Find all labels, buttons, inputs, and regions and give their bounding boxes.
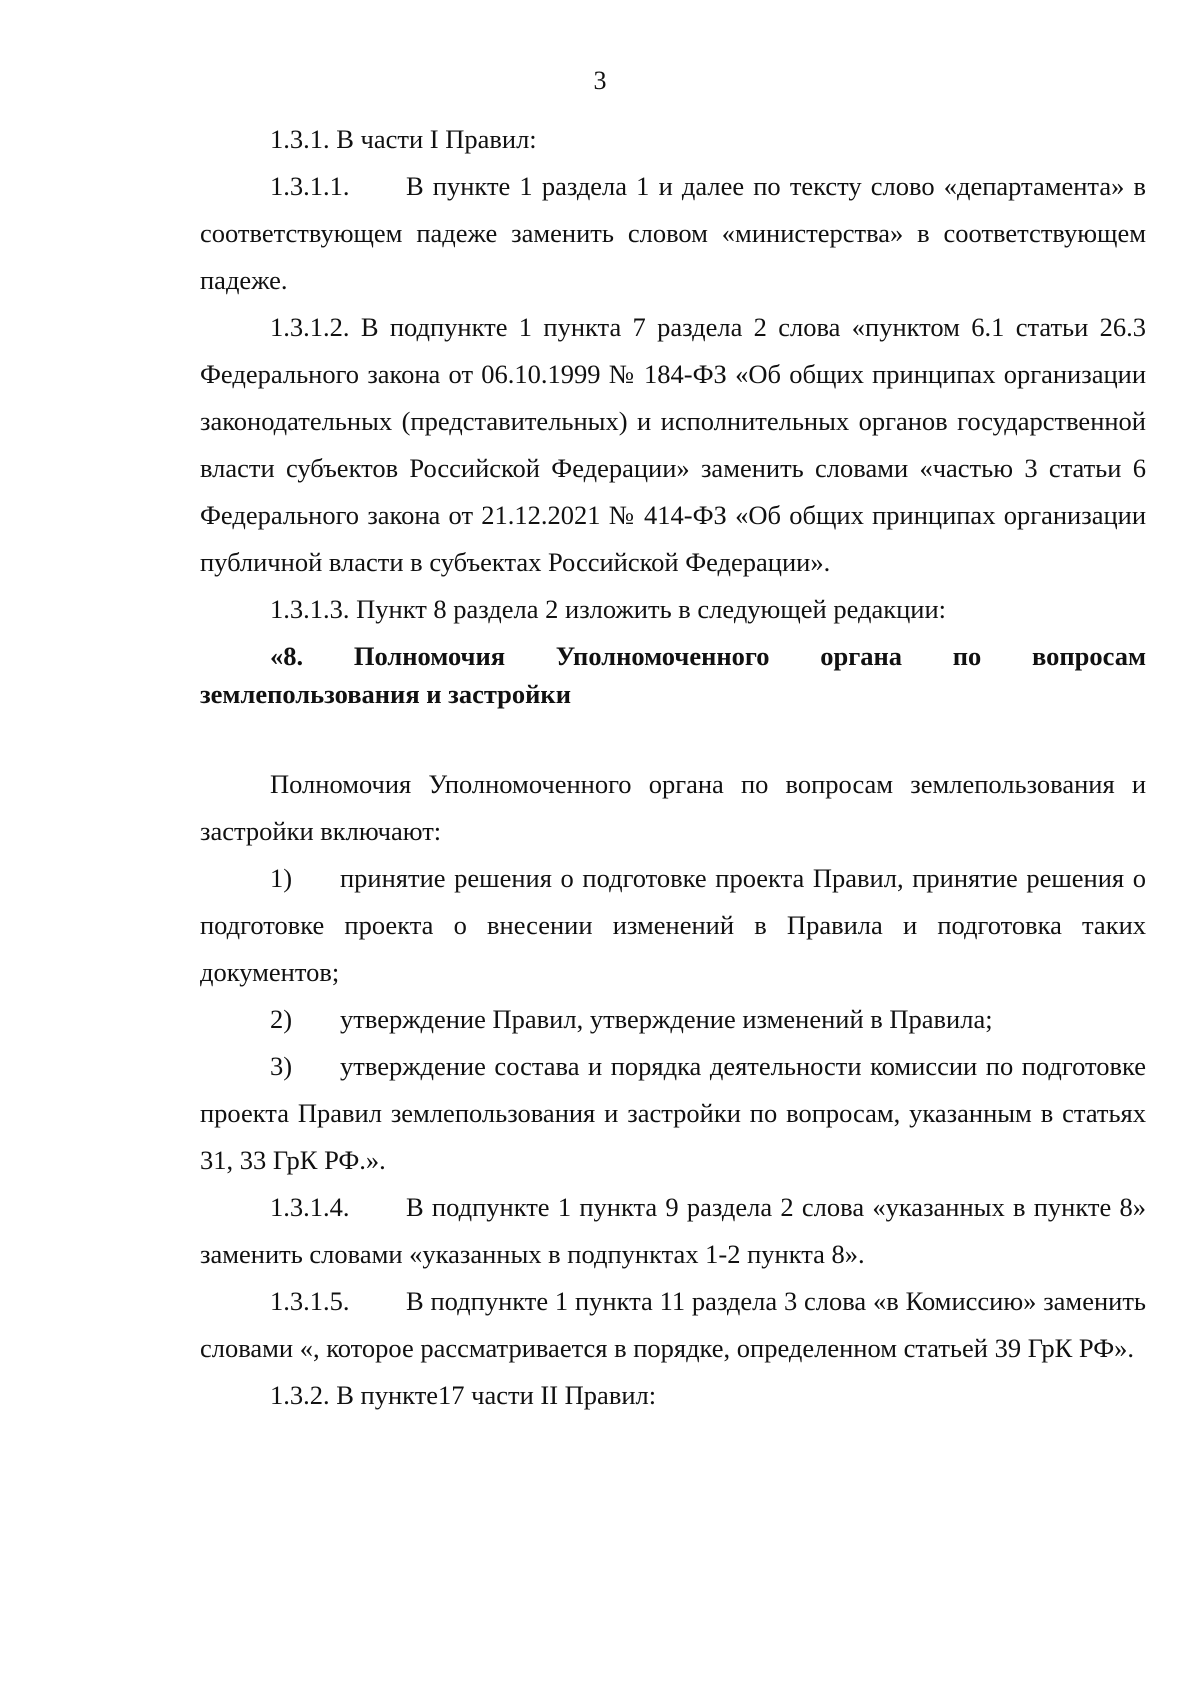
clause-text: В пункте 1 раздела 1 и далее по тексту слово «департамента» в соответствующем падеже заменить словом «министерства» в соответствующем падеже. bbox=[200, 171, 1146, 295]
paragraph-1-3-1-2: 1.3.1.2. В подпункте 1 пункта 7 раздела 2 слова «пунктом 6.1 статьи 26.3 Федерального закона от 06.10.1999 № 184-ФЗ «Об общих принципах организации законодательных (представительных) и исполнительных органов государственной власти субъектов Российской Федерации» заменить словами «частью 3 статьи 6 Федерального закона от 21.12.2021 № 414-ФЗ «Об общих принципах организации публичной власти в субъектах Российской Федерации». bbox=[200, 312, 1146, 577]
paragraph-1-3-1-4 bbox=[200, 1184, 1146, 1278]
paragraph-1-3-1-3: 1.3.1.3. Пункт 8 раздела 2 изложить в следующей редакции: bbox=[270, 594, 947, 624]
paragraph-1-3-1-5 bbox=[200, 1278, 1146, 1372]
paragraph-1-3-2: 1.3.2. В пункте17 части II Правил: bbox=[270, 1380, 657, 1410]
document-body bbox=[200, 116, 1146, 1419]
list-number: 1) bbox=[270, 863, 293, 893]
list-number: 2) bbox=[270, 1004, 293, 1034]
clause-number: 1.3.1.5. bbox=[270, 1286, 350, 1316]
paragraph-1-3-1: 1.3.1. В части I Правил: bbox=[270, 124, 537, 154]
list-text: утверждение Правил, утверждение изменений в Правила; bbox=[340, 1004, 993, 1034]
paragraph-1-3-1-1 bbox=[200, 163, 1146, 304]
section-heading: «8. Полномочия Уполномоченного органа по вопросам землепользования и застройки bbox=[200, 641, 1146, 709]
clause-number: 1.3.1.4. bbox=[270, 1192, 350, 1222]
list-item-3 bbox=[200, 1043, 1146, 1184]
list-item-2 bbox=[200, 996, 1146, 1043]
list-item-1 bbox=[200, 855, 1146, 996]
spacer bbox=[200, 713, 1146, 761]
page-number: 3 bbox=[593, 66, 607, 95]
list-text: принятие решения о подготовке проекта Правил, принятие решения о подготовке проекта о внесении изменений в Правила и подготовка таких документов; bbox=[200, 863, 1146, 987]
clause-number: 1.3.1.1. bbox=[270, 171, 350, 201]
clause-text: В подпункте 1 пункта 9 раздела 2 слова «указанных в пункте 8» заменить словами «указанных в подпунктах 1-2 пункта 8». bbox=[200, 1192, 1146, 1269]
list-number: 3) bbox=[270, 1051, 293, 1081]
list-text: утверждение состава и порядка деятельности комиссии по подготовке проекта Правил землепользования и застройки по вопросам, указанным в статьях 31, 33 ГрК РФ.». bbox=[200, 1051, 1146, 1175]
clause-text: В подпункте 1 пункта 11 раздела 3 слова «в Комиссию» заменить словами «, которое рассматривается в порядке, определенном статьей 39 ГрК РФ». bbox=[200, 1286, 1146, 1363]
paragraph-powers-intro: Полномочия Уполномоченного органа по вопросам землепользования и застройки включают: bbox=[200, 769, 1146, 846]
